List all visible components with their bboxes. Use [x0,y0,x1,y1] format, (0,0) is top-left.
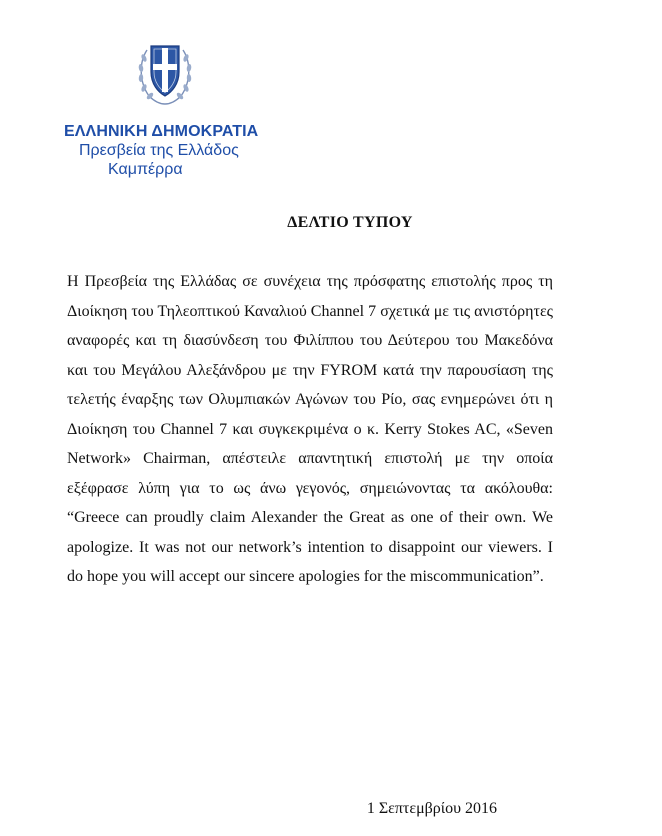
greek-coat-of-arms-icon [133,38,197,106]
letterhead [64,122,324,179]
letterhead-country: ΕΛΛΗΝΙΚΗ ΔΗΜΟΚΡΑΤΙΑ [64,123,259,140]
document-date: 1 Σεπτεμβρίου 2016 [366,800,497,817]
letterhead-embassy: Πρεσβεία της Ελλάδος [79,142,239,159]
document-body: Η Πρεσβεία της Ελλάδας σε συνέχεια της πρόσφατης επιστολής προς τη Διοίκηση του Τηλεοπτικού Καναλιού Channel 7 σχετικά με τις ανιστόρητες αναφορές και τη διασύνδεση του Φιλίππου του Δεύτερου του Μακεδόνα και του Μεγάλου Αλεξάνδρου με την FYROM κατά την παρουσίαση της τελετής έναρξης των Ολυμπιακών Αγώνων του Ρίο, σας ενημερώνει ότι η Διοίκηση του Channel 7 και συγκεκριμένα ο κ. Kerry Stokes AC, «Seven Network» Chairman, απέστειλε απαντητική επιστολή με την οποία εξέφρασε λύπη για το ως άνω γεγονός, σημειώνοντας τα ακόλουθα: “Greece can proudly claim Alexander the Great as one of their own. We apologize. It was not our network’s intention to disappoint our viewers. I do hope you will accept our sincere apologies for the miscommunication”. [67,273,553,585]
letterhead-city: Καμπέρρα [108,161,183,178]
document-title: ΔΕΛΤΙΟ ΤΥΠΟΥ [287,214,413,231]
